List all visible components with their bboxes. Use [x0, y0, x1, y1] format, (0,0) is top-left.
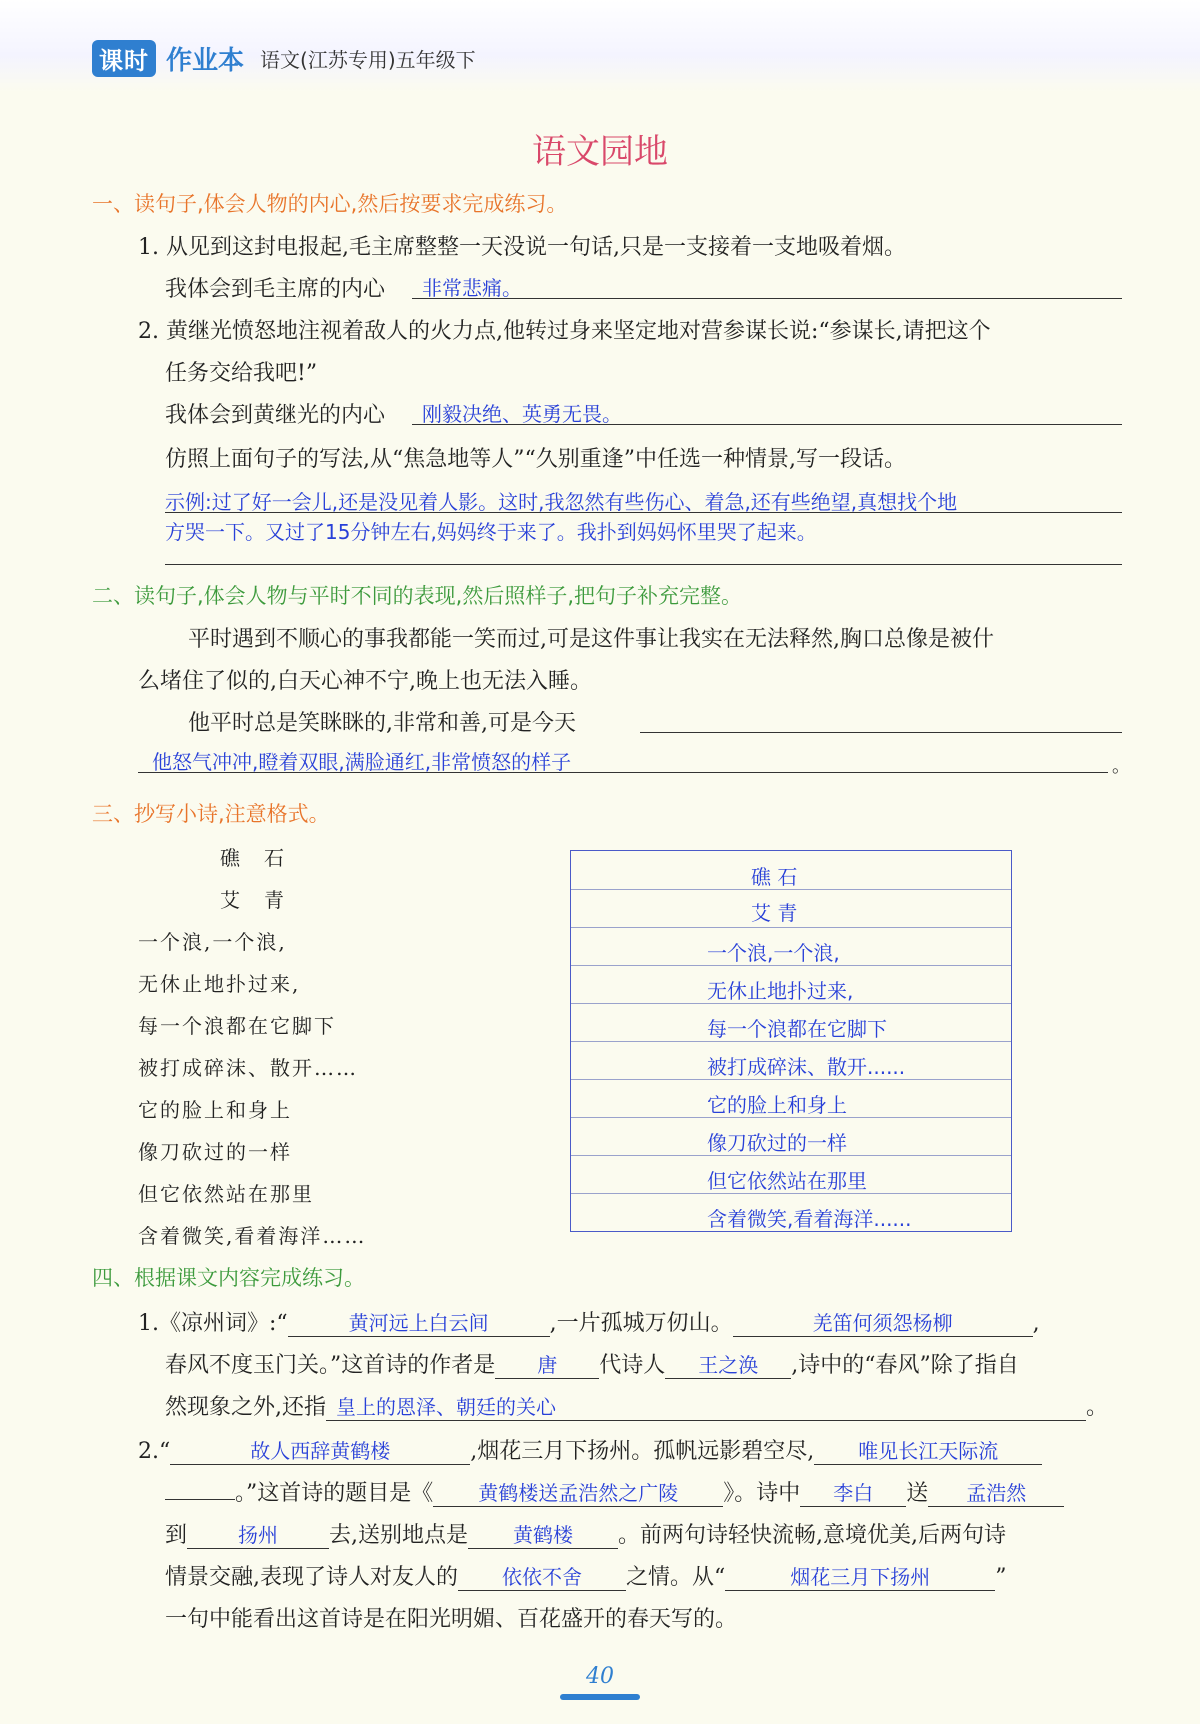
s2-prompt: 他平时总是笑眯眯的,非常和善,可是今天	[188, 711, 576, 736]
s4-q2-text: 。”这首诗的题目是《	[235, 1481, 434, 1506]
s1-q2-answer-line[interactable]	[412, 398, 1122, 425]
brand-logo: 课时	[92, 40, 156, 77]
section-3-heading: 三、抄写小诗,注意格式。	[92, 802, 330, 826]
s1-q1-text: 1. 从见到这封电报起,毛主席整整一天没说一句话,只是一支接着一支地吸着烟。	[138, 235, 906, 260]
s4-q2-answer: 唯见长江天际流	[858, 1439, 999, 1463]
s4-q2-answer: 李白	[833, 1481, 874, 1505]
page-number-bar	[560, 1694, 640, 1700]
s4-q1-answer: 黄河远上白云间	[348, 1311, 489, 1335]
poem-line: 但它依然站在那里	[138, 1182, 314, 1206]
s4-q1-text: ,一片孤城万仞山。	[549, 1311, 733, 1336]
copy-line: 含着微笑,看着海洋......	[707, 1207, 912, 1231]
copy-author: 艾 青	[751, 901, 798, 925]
s4-q2-blank-9[interactable]	[725, 1561, 995, 1591]
s1-q2-answer: 刚毅决绝、英勇无畏。	[422, 402, 622, 426]
s1-q1-prompt: 我体会到毛主席的内心	[165, 277, 386, 302]
s4-q2-line-3	[165, 1518, 1006, 1549]
page-number: 40	[586, 1664, 614, 1689]
s4-q2-answer: 故人西辞黄鹤楼	[250, 1439, 391, 1463]
poem-line: 被打成碎沫、散开……	[138, 1056, 358, 1080]
poem-line: 一个浪,一个浪,	[138, 930, 287, 954]
s4-q2-text: ,烟花三月下扬州。孤帆远影碧空尽,	[470, 1439, 815, 1464]
s4-q2-text: 。前两句诗轻快流畅,意境优美,后两句诗	[618, 1523, 1007, 1548]
s4-q1-text: 。	[1086, 1395, 1109, 1420]
s1-q1-answer: 非常悲痛。	[422, 276, 522, 300]
s2-para-2: 么堵住了似的,白天心神不宁,晚上也无法入睡。	[138, 669, 592, 694]
writing-line-3[interactable]	[165, 540, 1122, 565]
s4-q2-blank-8[interactable]	[458, 1561, 626, 1591]
s4-q2-answer: 依依不舍	[502, 1565, 582, 1589]
s4-q2-line-1	[138, 1434, 1042, 1465]
s4-q1-text: ,诗中的“春风”除了指自	[791, 1353, 1019, 1378]
s4-q1-blank-1[interactable]	[288, 1307, 550, 1337]
s4-q2-text: 》。诗中	[723, 1481, 801, 1506]
s1-example-line-2: 方哭一下。又过了15分钟左右,妈妈终于来了。我扑到妈妈怀里哭了起来。	[165, 520, 817, 544]
s4-q1-answer: 王之涣	[698, 1353, 759, 1377]
writing-line-1[interactable]	[165, 486, 1122, 513]
s4-q2-blank-2b[interactable]	[165, 1499, 235, 1500]
s4-q1-text: 代诗人	[599, 1353, 666, 1378]
s4-q1-answer: 皇上的恩泽、朝廷的关心	[336, 1395, 556, 1419]
copy-box[interactable]	[570, 850, 1012, 1232]
s4-q1-line-2	[165, 1348, 1019, 1379]
s4-q2-answer: 孟浩然	[966, 1481, 1027, 1505]
section-1-heading: 一、读句子,体会人物的内心,然后按要求完成练习。	[92, 192, 568, 216]
s2-answer-line[interactable]	[138, 746, 1108, 773]
copy-line: 像刀砍过的一样	[707, 1131, 847, 1155]
writing-line-2[interactable]	[165, 516, 1122, 542]
s4-q2-line-4	[165, 1560, 1007, 1591]
book-subtitle: 语文(江苏专用)五年级下	[260, 48, 476, 72]
s2-answer: 他怒气冲冲,瞪着双眼,满脸通红,非常愤怒的样子	[152, 750, 572, 774]
s4-q2-answer: 扬州	[238, 1523, 279, 1547]
s4-q2-text: 去,送别地点是	[329, 1523, 469, 1548]
poem-line: 无休止地扑过来,	[138, 972, 301, 996]
s4-q2-blank-1[interactable]	[170, 1435, 470, 1465]
copy-line: 一个浪,一个浪,	[707, 941, 840, 965]
s4-q2-text: 到	[165, 1523, 188, 1548]
s4-q2-answer: 黄鹤楼送孟浩然之广陵	[478, 1481, 679, 1505]
s4-q1-blank-2[interactable]	[733, 1307, 1033, 1337]
s4-q1-blank-3[interactable]	[495, 1349, 599, 1379]
s1-q2-task: 仿照上面句子的写法,从“焦急地等人”“久别重逢”中任选一种情景,写一段话。	[165, 447, 906, 472]
s4-q2-line-2	[165, 1476, 1064, 1507]
s2-para-1: 平时遇到不顺心的事我都能一笑而过,可是这件事让我实在无法释然,胸口总像是被什	[188, 627, 994, 652]
s2-prompt-line[interactable]	[640, 706, 1122, 733]
header	[92, 40, 476, 77]
poem-author: 艾 青	[220, 888, 286, 912]
copy-line: 无休止地扑过来,	[707, 979, 854, 1003]
s4-q1-line-1	[138, 1306, 1040, 1337]
s4-q2-text: 之情。从“	[626, 1565, 726, 1590]
s4-q2-blank-4[interactable]	[800, 1477, 906, 1507]
s4-q2-blank-2[interactable]	[814, 1435, 1042, 1465]
s2-end-mark: 。	[1112, 756, 1130, 777]
s4-q2-blank-5[interactable]	[928, 1477, 1064, 1507]
poem-line: 每一个浪都在它脚下	[138, 1014, 336, 1038]
s4-q2-blank-7[interactable]	[468, 1519, 618, 1549]
s4-q1-text: 然现象之外,还指	[165, 1395, 326, 1420]
s4-q2-blank-3[interactable]	[433, 1477, 723, 1507]
s4-q1-answer: 唐	[537, 1353, 558, 1377]
s1-q1-answer-line[interactable]	[412, 272, 1122, 299]
copy-box-row	[571, 927, 1011, 928]
s4-q1-text: 1.《凉州词》:“	[138, 1311, 288, 1336]
s1-example-line-1: 示例:过了好一会儿,还是没见着人影。这时,我忽然有些伤心、着急,还有些绝望,真想找个地	[165, 490, 958, 514]
page-title: 语文园地	[532, 132, 668, 172]
s1-q2-text-2: 任务交给我吧!”	[165, 361, 318, 386]
s4-q2-text: 情景交融,表现了诗人对友人的	[165, 1565, 458, 1590]
copy-line: 它的脸上和身上	[707, 1093, 847, 1117]
poem-line: 像刀砍过的一样	[138, 1140, 292, 1164]
s1-q2-prompt: 我体会到黄继光的内心	[165, 403, 386, 428]
poem-line: 它的脸上和身上	[138, 1098, 292, 1122]
copy-line: 被打成碎沫、散开......	[707, 1055, 906, 1079]
s4-q2-text: 2.“	[138, 1439, 171, 1464]
s4-q1-line-3	[165, 1390, 1108, 1421]
copy-line: 但它依然站在那里	[707, 1169, 867, 1193]
s4-q2-text: 送	[906, 1481, 929, 1506]
section-2-heading: 二、读句子,体会人物与平时不同的表现,然后照样子,把句子补充完整。	[92, 584, 743, 608]
s1-q2-text-1: 2. 黄继光愤怒地注视着敌人的火力点,他转过身来坚定地对营参谋长说:“参谋长,请把这个	[138, 319, 991, 344]
s4-q1-blank-4[interactable]	[665, 1349, 791, 1379]
copy-line: 每一个浪都在它脚下	[707, 1017, 887, 1041]
s4-q2-answer: 黄鹤楼	[513, 1523, 574, 1547]
copy-title: 礁 石	[751, 865, 798, 889]
s4-q2-line-5: 一句中能看出这首诗是在阳光明媚、百花盛开的春天写的。	[165, 1607, 738, 1632]
s4-q1-answer: 羌笛何须怨杨柳	[812, 1311, 953, 1335]
s4-q2-answer: 烟花三月下扬州	[790, 1565, 931, 1589]
s4-q2-blank-6[interactable]	[187, 1519, 329, 1549]
s4-q2-text: ”	[995, 1565, 1007, 1590]
brand-book-name: 作业本	[166, 46, 245, 76]
s4-q1-text: 春风不度玉门关。”这首诗的作者是	[165, 1353, 496, 1378]
s4-q1-blank-5[interactable]	[326, 1391, 1086, 1421]
poem-title: 礁 石	[220, 846, 286, 870]
section-4-heading: 四、根据课文内容完成练习。	[92, 1266, 365, 1290]
s4-q1-text: ,	[1032, 1311, 1040, 1336]
poem-line: 含着微笑,看着海洋……	[138, 1224, 367, 1248]
